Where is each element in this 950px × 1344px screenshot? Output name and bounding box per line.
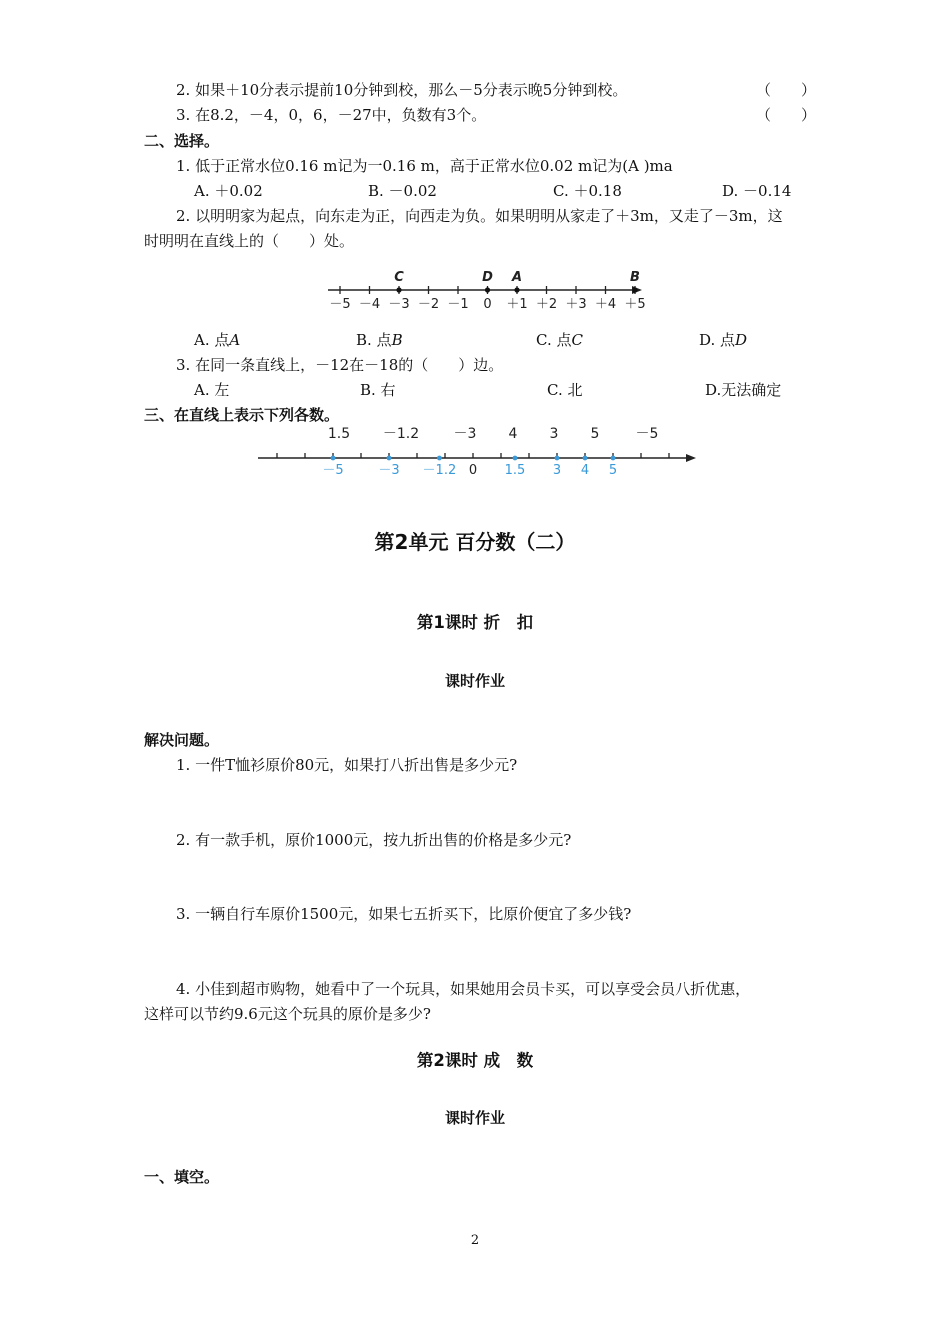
answer-line-arrow — [686, 454, 696, 462]
answer-point — [583, 456, 588, 461]
answer-point-label: －3 — [378, 463, 400, 478]
number-line-tick-label: －1 — [447, 297, 469, 312]
number-line-tick-label: －5 — [329, 297, 351, 312]
lesson1-heading: 解决问题。 — [144, 731, 220, 749]
number-line-tick-label: ＋3 — [565, 297, 587, 312]
answer-point-label: 5 — [608, 463, 618, 478]
number-line-point-label: C — [394, 270, 404, 285]
choice-q3-option-a: A. 左 — [194, 381, 230, 399]
answer-point — [387, 456, 392, 461]
number-line-point — [632, 287, 637, 292]
number-line-point — [514, 287, 519, 292]
answer-point — [437, 456, 442, 461]
section3-heading: 三、在直线上表示下列各数。 — [144, 406, 340, 424]
choice-q2-option-b: B. 点B — [356, 331, 403, 349]
page-number: 2 — [470, 1233, 480, 1248]
judge-q2: 2. 如果＋10分表示提前10分钟到校，那么－5分表示晚5分钟到校。 — [176, 81, 628, 99]
judge-q3-answer-blank[interactable]: （ ） — [756, 106, 817, 124]
number-to-plot: －5 — [635, 426, 659, 442]
lesson1-q4-line2: 这样可以节约9.6元这个玩具的原价是多少? — [144, 1005, 431, 1023]
lesson2-subtitle: 课时作业 — [444, 1109, 505, 1127]
number-line-point-label: B — [630, 270, 640, 285]
lesson1-q4-line1: 4. 小佳到超市购物，她看中了一个玩具，如果她用会员卡买，可以享受会员八折优惠， — [176, 980, 751, 998]
lesson1-q2: 2. 有一款手机，原价1000元，按九折出售的价格是多少元? — [176, 831, 572, 849]
number-line-diagram — [320, 262, 650, 318]
number-line-tick-label: －4 — [358, 297, 381, 312]
choice-q2-option-c: C. 点C — [536, 331, 583, 349]
number-line-tick-label: ＋4 — [594, 297, 617, 312]
choice-q1: 1. 低于正常水位0.16 m记为一0.16 m，高于正常水位0.02 m记为(A )ma — [176, 157, 673, 175]
lesson2-title: 第2课时 成 数 — [416, 1051, 534, 1070]
choice-q1-option-a: A. ＋0.02 — [194, 182, 263, 200]
judge-q2-answer-blank[interactable]: （ ） — [756, 81, 817, 99]
answer-point-label: －1.2 — [422, 463, 457, 478]
lesson1-q1: 1. 一件T恤衫原价80元，如果打八折出售是多少元? — [176, 756, 518, 774]
number-line-tick-label: ＋5 — [624, 297, 646, 312]
answer-point-label: －5 — [322, 463, 344, 478]
number-line-point — [485, 287, 490, 292]
lesson1-title: 第1课时 折 扣 — [416, 613, 534, 632]
number-line-tick-label: －3 — [388, 297, 410, 312]
judge-q3: 3. 在8.2，－4，0，6，－27中，负数有3个。 — [176, 106, 487, 124]
number-line-tick-label: ＋1 — [506, 297, 528, 312]
choice-q2-option-a: A. 点A — [194, 331, 241, 349]
number-to-plot: 1.5 — [327, 426, 351, 442]
answer-point-label: 4 — [580, 463, 590, 478]
number-line-point — [396, 287, 401, 292]
number-to-plot: 5 — [590, 426, 600, 442]
number-line-answer-diagram — [250, 424, 702, 480]
unit-title: 第2单元 百分数（二） — [374, 530, 576, 554]
choice-q1-option-c: C. ＋0.18 — [553, 182, 622, 200]
choice-heading: 二、选择。 — [144, 132, 220, 150]
answer-point — [513, 456, 518, 461]
number-line-tick-label: ＋2 — [535, 297, 558, 312]
number-to-plot: 3 — [549, 426, 559, 442]
answer-point — [555, 456, 560, 461]
number-line-point-label: D — [482, 270, 493, 285]
number-to-plot: －3 — [453, 426, 477, 442]
answer-point-label: 0 — [468, 463, 478, 478]
choice-q3: 3. 在同一条直线上，－12在－18的（ ）边。 — [176, 356, 504, 374]
choice-q3-option-c: C. 北 — [547, 381, 583, 399]
number-to-plot: 4 — [508, 426, 518, 442]
choice-q2-option-d: D. 点D — [699, 331, 748, 349]
answer-point-label: 1.5 — [504, 463, 526, 478]
lesson2-heading: 一、填空。 — [144, 1168, 220, 1186]
number-line-point-label: A — [511, 270, 523, 285]
choice-q3-option-b: B. 右 — [360, 381, 396, 399]
number-line-tick-label: 0 — [483, 297, 492, 312]
lesson1-q3: 3. 一辆自行车原价1500元，如果七五折买下，比原价便宜了多少钱? — [176, 905, 632, 923]
choice-q2-line2: 时明明在直线上的（ ）处。 — [144, 232, 355, 250]
lesson1-subtitle: 课时作业 — [444, 672, 505, 690]
choice-q1-option-b: B. －0.02 — [368, 182, 437, 200]
choice-q3-option-d: D.无法确定 — [705, 381, 782, 399]
number-line-tick-label: －2 — [417, 297, 440, 312]
answer-point — [331, 456, 336, 461]
choice-q2-line1: 2. 以明明家为起点，向东走为正，向西走为负。如果明明从家走了＋3m，又走了－3m，这 — [176, 207, 783, 225]
answer-point-label: 3 — [552, 463, 562, 478]
choice-q1-option-d: D. －0.14 — [722, 182, 792, 200]
number-to-plot: －1.2 — [382, 426, 420, 442]
answer-point — [611, 456, 616, 461]
